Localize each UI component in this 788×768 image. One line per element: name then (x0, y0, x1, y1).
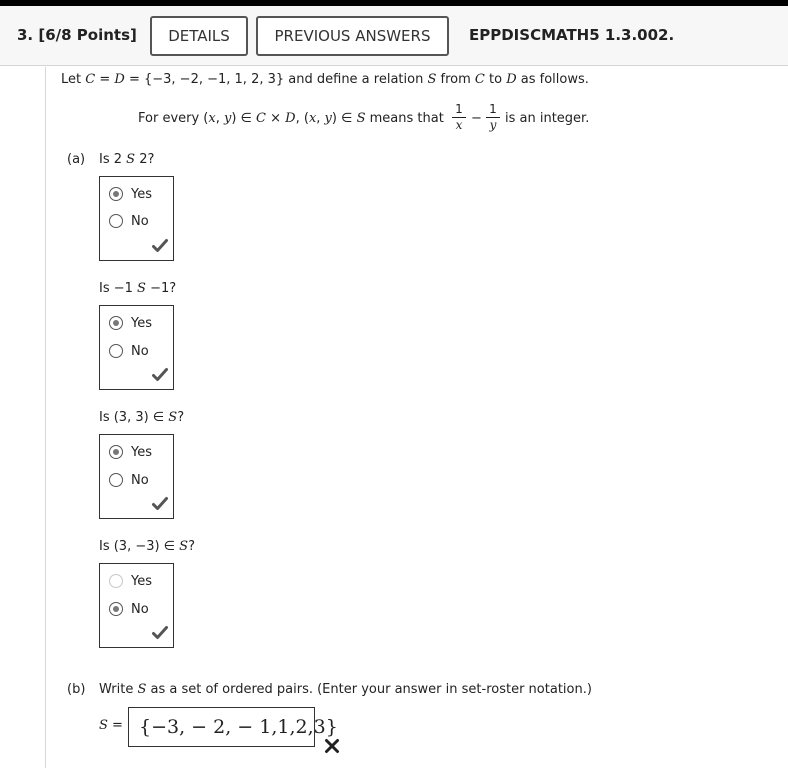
radio-selected[interactable] (109, 316, 123, 330)
details-button[interactable]: DETAILS (150, 16, 248, 56)
option-no-a3[interactable]: No (109, 471, 149, 489)
option-no-a1[interactable]: No (109, 212, 149, 230)
part-a-label: (a) (67, 152, 86, 167)
answer-box-a2 (99, 305, 174, 390)
fraction-one-over-y: $\frac{1}{y}$ (486, 102, 500, 133)
radio-unselected[interactable] (109, 344, 123, 358)
question-number: 3. [6/8 Points] (17, 26, 137, 44)
radio-unselected[interactable] (109, 473, 123, 487)
checkmark-icon (152, 496, 168, 512)
question-a4: Is (3, −3) ∈ S? (99, 539, 195, 554)
problem-code: EPPDISCMATH5 1.3.002. (469, 26, 675, 44)
fraction-one-over-x: $\frac{1}{x}$ (452, 102, 466, 133)
checkmark-icon (152, 238, 168, 254)
content-left-border (45, 67, 46, 768)
part-b-label: (b) (67, 682, 86, 697)
radio-unselected[interactable] (109, 574, 123, 588)
radio-selected[interactable] (109, 187, 123, 201)
minus-sign: − (471, 111, 482, 126)
answer-box-a1 (99, 176, 174, 261)
set-s-label: S = (99, 718, 123, 733)
points-score: [6/8 Points] (38, 26, 137, 44)
problem-intro: Let C = D = {−3, −2, −1, 1, 2, 3} and define a relation S from C to D as follows. (61, 72, 589, 87)
checkmark-icon (152, 367, 168, 383)
option-yes-a2[interactable]: Yes (109, 314, 152, 332)
x-mark-icon (324, 738, 340, 754)
checkmark-icon (152, 625, 168, 641)
part-b-instruction: Write S as a set of ordered pairs. (Enter your answer in set-roster notation.) (99, 682, 592, 697)
relation-rule: For every (x, y) ∈ C × D, (x, y) ∈ S means that (138, 111, 444, 126)
radio-selected[interactable] (109, 602, 123, 616)
option-no-a2[interactable]: No (109, 342, 149, 360)
set-roster-answer-field[interactable]: {−3, − 2, − 1,1,2,3} (128, 707, 315, 747)
rule-tail: is an integer. (505, 111, 590, 126)
option-no-a4[interactable]: No (109, 600, 149, 618)
radio-unselected[interactable] (109, 214, 123, 228)
answer-box-a3 (99, 434, 174, 519)
question-a1: Is 2 S 2? (99, 152, 155, 167)
answer-box-a4 (99, 563, 174, 648)
option-yes-a4[interactable]: Yes (109, 572, 152, 590)
previous-answers-button[interactable]: PREVIOUS ANSWERS (256, 16, 449, 56)
question-a3: Is (3, 3) ∈ S? (99, 410, 185, 425)
radio-selected[interactable] (109, 445, 123, 459)
question-a2: Is −1 S −1? (99, 281, 177, 296)
option-yes-a3[interactable]: Yes (109, 443, 152, 461)
option-yes-a1[interactable]: Yes (109, 185, 152, 203)
question-header (0, 6, 788, 66)
